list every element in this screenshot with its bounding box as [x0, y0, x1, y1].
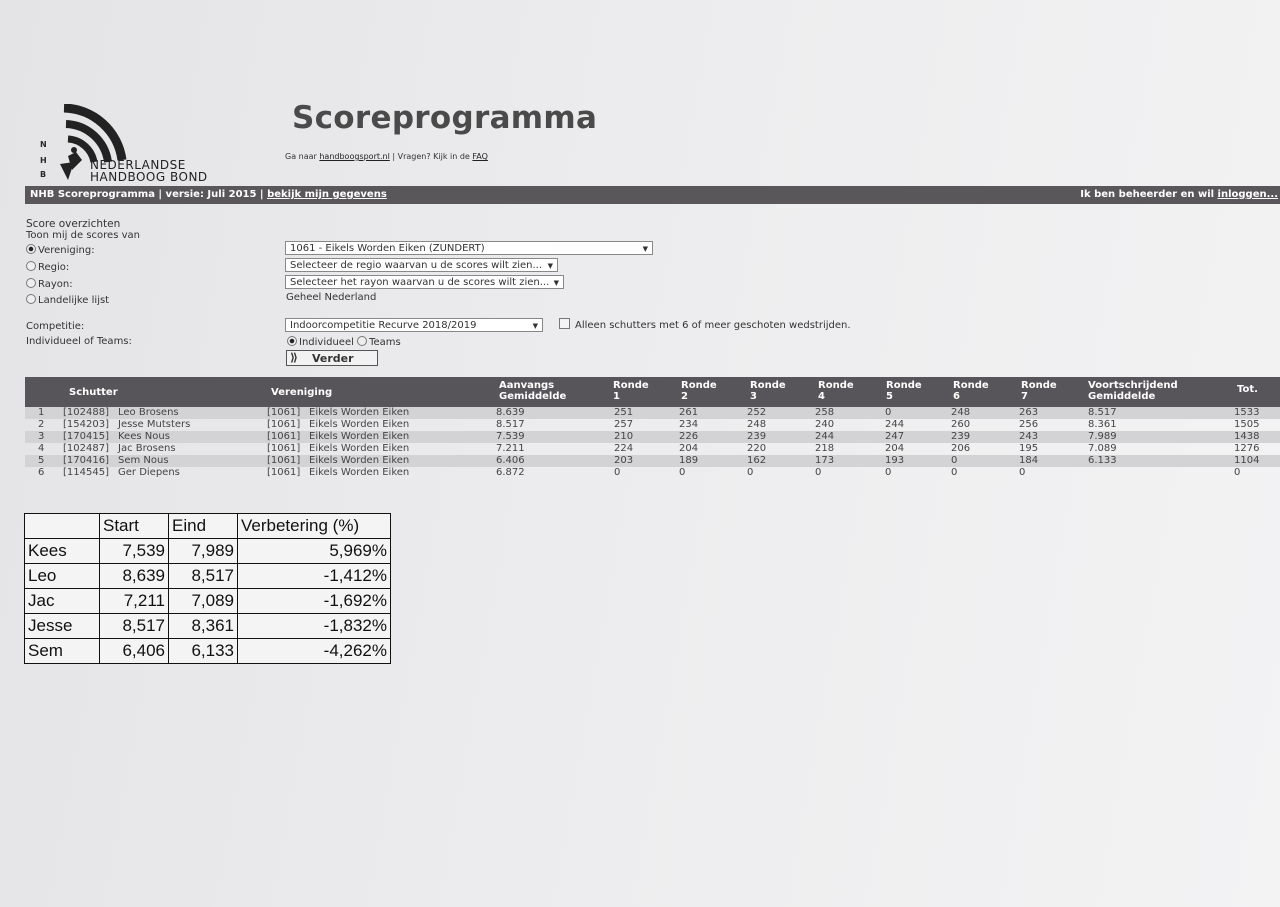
cell-r1: 224 [614, 443, 634, 454]
cell-club: Eikels Worden Eiken [309, 443, 410, 454]
radio-individueel[interactable] [287, 337, 354, 348]
summary-row [25, 539, 391, 564]
summary-row [25, 589, 391, 614]
competition-select-value: Indoorcompetitie Recurve 2018/2019 [290, 320, 477, 331]
col-voortschrijdend-line2: Gemiddelde [1088, 391, 1156, 402]
summary-value-cell: 7,089 [169, 589, 238, 614]
summary-header-cell: Start [100, 514, 169, 539]
cell-r1: 0 [614, 467, 621, 478]
cell-id: [154203] [63, 419, 109, 430]
cell-name: Jac Brosens [118, 443, 176, 454]
radio-label-teams: Teams [369, 337, 401, 348]
col-ronde-2 [681, 380, 717, 402]
cell-r1: 203 [614, 455, 634, 466]
col-schutter: Schutter [69, 387, 118, 398]
faq-link[interactable]: FAQ [472, 152, 488, 161]
summary-value-cell: 7,989 [169, 539, 238, 564]
cell-rank: 3 [38, 431, 45, 442]
goto-line [285, 152, 488, 161]
summary-value-cell: 7,211 [100, 589, 169, 614]
col-ronde-6-line1: Ronde [953, 380, 989, 391]
col-totaal: Tot. [1237, 384, 1258, 395]
cell-rank: 1 [38, 407, 45, 418]
radio-dot-rayon [26, 278, 36, 288]
my-data-link[interactable]: bekijk mijn gegevens [267, 189, 387, 200]
cell-r4: 173 [815, 455, 835, 466]
cell-r3: 248 [747, 419, 767, 430]
cell-r7: 243 [1019, 431, 1039, 442]
cell-total: 1533 [1234, 407, 1260, 418]
summary-name-cell: Jac [25, 589, 100, 614]
radio-vereniging[interactable]: Vereniging: [26, 244, 95, 256]
summary-name-cell: Jesse [25, 614, 100, 639]
cell-name: Kees Nous [118, 431, 170, 442]
cell-r1: 251 [614, 407, 634, 418]
col-ronde-7-line1: Ronde [1021, 380, 1057, 391]
cell-name: Leo Brosens [118, 407, 179, 418]
cell-rank: 5 [38, 455, 45, 466]
type-label: Individueel of Teams: [26, 336, 132, 347]
cell-club-id: [1061] [267, 467, 301, 478]
col-ronde-3-line2: 3 [750, 391, 757, 402]
scores-table-header [25, 377, 1280, 407]
cell-r4: 258 [815, 407, 835, 418]
radio-label-rayon: Rayon [38, 279, 70, 290]
verder-label: Verder [312, 352, 354, 365]
header-left [30, 189, 387, 200]
cell-start-avg: 8.517 [496, 419, 525, 430]
col-ronde-5 [886, 380, 922, 402]
cell-r3: 252 [747, 407, 767, 418]
cell-id: [102487] [63, 443, 109, 454]
summary-row [25, 639, 391, 664]
cell-r7: 256 [1019, 419, 1039, 430]
competition-select[interactable] [285, 318, 543, 332]
logo-letter-h: H [40, 156, 47, 165]
section-title: Score overzichten [26, 218, 121, 230]
competition-label: Competitie: [26, 321, 85, 332]
radio-label-landelijk: Landelijke lijst [38, 295, 110, 306]
cell-r7: 0 [1019, 467, 1026, 478]
col-voortschrijdend-line1: Voortschrijdend [1088, 380, 1178, 391]
radio-label-regio: Regio [38, 262, 66, 273]
summary-header-row [25, 514, 391, 539]
radio-dot-teams [357, 336, 367, 346]
summary-header-cell: Verbetering (%) [238, 514, 391, 539]
show-label: Toon mij de scores van [26, 230, 140, 241]
cell-r4: 0 [815, 467, 822, 478]
col-aanvangs-line2: Gemiddelde [499, 391, 567, 402]
summary-value-cell: 7,539 [100, 539, 169, 564]
logo-line1: NEDERLANDSE [90, 158, 186, 172]
goto-prefix: Ga naar [285, 152, 317, 161]
cell-rank: 6 [38, 467, 45, 478]
col-ronde-4-line1: Ronde [818, 380, 854, 391]
summary-table [24, 513, 391, 664]
cell-r6: 206 [951, 443, 971, 454]
radio-landelijk[interactable] [26, 294, 109, 306]
cell-r6: 248 [951, 407, 971, 418]
cell-progress-avg: 8.517 [1088, 407, 1117, 418]
cell-name: Jesse Mutsters [118, 419, 191, 430]
header-bar [25, 186, 1280, 204]
double-chevron-right-icon: ⟫ [290, 351, 298, 364]
cell-r3: 239 [747, 431, 767, 442]
radio-regio[interactable]: Regio: [26, 261, 69, 273]
regio-select[interactable] [285, 258, 558, 272]
summary-value-cell: -1,412% [238, 564, 391, 589]
col-vereniging: Vereniging [271, 387, 333, 398]
cell-r6: 0 [951, 467, 958, 478]
chevron-down-icon: ▼ [547, 262, 553, 270]
cell-progress-avg: 7.989 [1088, 431, 1117, 442]
cell-start-avg: 7.211 [496, 443, 525, 454]
col-ronde-3 [750, 380, 786, 402]
type-options [287, 336, 401, 348]
cell-r6: 260 [951, 419, 971, 430]
app-title: Scoreprogramma [292, 100, 598, 136]
cell-total: 1276 [1234, 443, 1260, 454]
chevron-down-icon: ▼ [532, 322, 538, 330]
logo-letter-n: N [40, 140, 47, 149]
col-ronde-1 [613, 380, 649, 402]
table-row [25, 467, 1280, 479]
cell-r2: 0 [679, 467, 686, 478]
table-row [25, 431, 1280, 443]
radio-label-vereniging: Vereniging [38, 245, 92, 256]
cell-club-id: [1061] [267, 455, 301, 466]
cell-r2: 261 [679, 407, 699, 418]
col-ronde-1-line1: Ronde [613, 380, 649, 391]
col-ronde-2-line2: 2 [681, 391, 688, 402]
table-row [25, 419, 1280, 431]
table-row [25, 455, 1280, 467]
checkbox-label: Alleen schutters met 6 of meer geschoten wedstrijden. [575, 320, 851, 331]
cell-r6: 239 [951, 431, 971, 442]
vereniging-select[interactable] [285, 241, 653, 255]
cell-r5: 0 [885, 407, 892, 418]
logo-line2: HANDBOOG BOND [90, 170, 208, 184]
col-ronde-7-line2: 7 [1021, 391, 1028, 402]
cell-id: [102488] [63, 407, 109, 418]
summary-value-cell: 5,969% [238, 539, 391, 564]
cell-r3: 162 [747, 455, 767, 466]
cell-total: 1505 [1234, 419, 1260, 430]
logo-letter-b: B [40, 170, 47, 179]
cell-club: Eikels Worden Eiken [309, 407, 410, 418]
rayon-select-value: Selecteer het rayon waarvan u de scores wilt zien... [290, 277, 550, 288]
cell-club-id: [1061] [267, 443, 301, 454]
cell-start-avg: 7.539 [496, 431, 525, 442]
radio-dot-landelijk [26, 294, 36, 304]
cell-progress-avg: 6.133 [1088, 455, 1117, 466]
header-right [1080, 189, 1278, 200]
cell-r1: 257 [614, 419, 634, 430]
summary-value-cell: 6,133 [169, 639, 238, 664]
summary-row [25, 564, 391, 589]
cell-progress-avg: 8.361 [1088, 419, 1117, 430]
summary-name-cell: Leo [25, 564, 100, 589]
summary-value-cell: 8,639 [100, 564, 169, 589]
cell-start-avg: 6.872 [496, 467, 525, 478]
summary-value-cell: -1,692% [238, 589, 391, 614]
cell-club: Eikels Worden Eiken [309, 431, 410, 442]
rayon-select[interactable] [285, 275, 564, 289]
summary-name-cell: Sem [25, 639, 100, 664]
cell-r7: 184 [1019, 455, 1039, 466]
col-ronde-7 [1021, 380, 1057, 402]
table-row [25, 443, 1280, 455]
cell-total: 0 [1234, 467, 1241, 478]
summary-value-cell: 6,406 [100, 639, 169, 664]
cell-rank: 4 [38, 443, 45, 454]
cell-r7: 195 [1019, 443, 1039, 454]
cell-r2: 226 [679, 431, 699, 442]
chevron-down-icon: ▼ [553, 279, 559, 287]
landelijk-value: Geheel Nederland [286, 292, 377, 303]
cell-r4: 244 [815, 431, 835, 442]
col-ronde-2-line1: Ronde [681, 380, 717, 391]
cell-name: Sem Nous [118, 455, 169, 466]
cell-r2: 234 [679, 419, 699, 430]
radio-teams[interactable] [357, 337, 401, 348]
col-voortschrijdend [1088, 380, 1178, 402]
min-matches-checkbox[interactable] [559, 318, 851, 331]
cell-start-avg: 6.406 [496, 455, 525, 466]
cell-id: [170416] [63, 455, 109, 466]
radio-label-individueel: Individueel [299, 337, 354, 348]
cell-club-id: [1061] [267, 419, 301, 430]
cell-club-id: [1061] [267, 407, 301, 418]
cell-r5: 204 [885, 443, 905, 454]
summary-header-cell [25, 514, 100, 539]
cell-club: Eikels Worden Eiken [309, 455, 410, 466]
cell-club-id: [1061] [267, 431, 301, 442]
cell-progress-avg: 7.089 [1088, 443, 1117, 454]
login-link[interactable]: inloggen... [1217, 189, 1278, 200]
cell-r5: 0 [885, 467, 892, 478]
header-title: NHB Scoreprogramma | versie: Juli 2015 | [30, 189, 264, 200]
summary-value-cell: 8,517 [169, 564, 238, 589]
cell-total: 1438 [1234, 431, 1260, 442]
cell-r2: 189 [679, 455, 699, 466]
col-ronde-6 [953, 380, 989, 402]
summary-value-cell: 8,517 [100, 614, 169, 639]
cell-r5: 244 [885, 419, 905, 430]
cell-r2: 204 [679, 443, 699, 454]
cell-r5: 193 [885, 455, 905, 466]
cell-club: Eikels Worden Eiken [309, 467, 410, 478]
col-ronde-6-line2: 6 [953, 391, 960, 402]
chevron-down-icon: ▼ [642, 245, 648, 253]
col-ronde-4 [818, 380, 854, 402]
cell-r5: 247 [885, 431, 905, 442]
cell-start-avg: 8.639 [496, 407, 525, 418]
cell-name: Ger Diepens [118, 467, 180, 478]
col-ronde-1-line2: 1 [613, 391, 620, 402]
summary-row [25, 614, 391, 639]
col-ronde-4-line2: 4 [818, 391, 825, 402]
regio-select-value: Selecteer de regio waarvan u de scores wilt zien... [290, 260, 543, 271]
radio-dot-individueel [287, 336, 297, 346]
handboogsport-link[interactable]: handboogsport.nl [319, 152, 390, 161]
cell-rank: 2 [38, 419, 45, 430]
col-aanvangs-line1: Aanvangs [499, 380, 555, 391]
summary-value-cell: -1,832% [238, 614, 391, 639]
cell-r1: 210 [614, 431, 634, 442]
summary-header-cell: Eind [169, 514, 238, 539]
cell-club: Eikels Worden Eiken [309, 419, 410, 430]
table-row [25, 407, 1280, 419]
col-aanvangs [499, 380, 566, 402]
radio-rayon[interactable]: Rayon: [26, 278, 73, 290]
summary-value-cell: 8,361 [169, 614, 238, 639]
cell-id: [114545] [63, 467, 109, 478]
col-ronde-3-line1: Ronde [750, 380, 786, 391]
cell-r7: 263 [1019, 407, 1039, 418]
col-ronde-5-line1: Ronde [886, 380, 922, 391]
verder-button[interactable] [286, 350, 378, 366]
summary-name-cell: Kees [25, 539, 100, 564]
cell-total: 1104 [1234, 455, 1260, 466]
radio-dot-vereniging [26, 244, 36, 254]
cell-r4: 218 [815, 443, 835, 454]
checkbox-box [559, 318, 570, 329]
cell-r4: 240 [815, 419, 835, 430]
vereniging-select-value: 1061 - Eikels Worden Eiken (ZUNDERT) [290, 243, 485, 254]
goto-middle: | Vragen? Kijk in de [392, 152, 470, 161]
admin-text: Ik ben beheerder en wil [1080, 189, 1215, 200]
cell-r3: 0 [747, 467, 754, 478]
radio-dot-regio [26, 261, 36, 271]
cell-r3: 220 [747, 443, 767, 454]
summary-value-cell: -4,262% [238, 639, 391, 664]
cell-id: [170415] [63, 431, 109, 442]
cell-r6: 0 [951, 455, 958, 466]
nhb-logo [38, 104, 218, 186]
col-ronde-5-line2: 5 [886, 391, 893, 402]
